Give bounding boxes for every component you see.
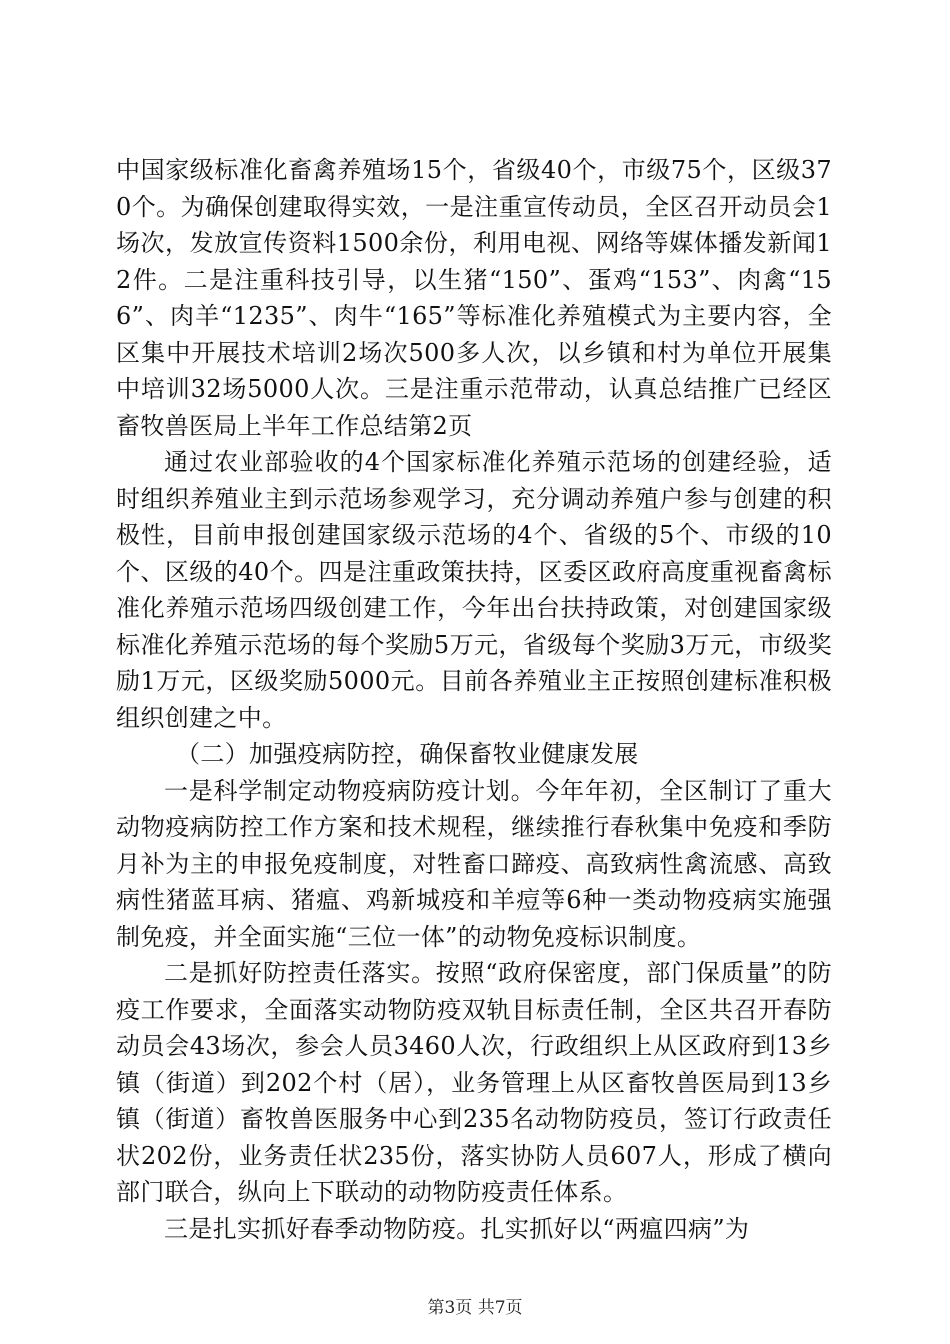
- body-paragraph-1: 中国家级标准化畜禽养殖场15个，省级40个，市级75个，区级370个。为确保创建取得实效，一是注重宣传动员，全区召开动员会1场次，发放宣传资料1500余份，利用电视、网络等媒体播发新闻12件。二是注重科技引导，以生猪“150”、蛋鸡“153”、肉禽“156”、肉羊“1235”、肉牛“165”等标准化养殖模式为主要内容，全区集中开展技术培训2场次500多人次，以乡镇和村为单位开展集中培训32场5000人次。三是注重示范带动，认真总结推广已经区畜牧兽医局上半年工作总结第2页: [116, 156, 832, 440]
- body-paragraph-4: 二是抓好防控责任落实。按照“政府保密度，部门保质量”的防疫工作要求，全面落实动物防疫双轨目标责任制，全区共召开春防动员会43场次，参会人员3460人次，行政组织上从区政府到13乡镇（街道）到202个村（居），业务管理上从区畜牧兽医局到13乡镇（街道）畜牧兽医服务中心到235名动物防疫员，签订行政责任状202份，业务责任状235份，落实协防人员607人，形成了横向部门联合，纵向上下联动的动物防疫责任体系。: [116, 959, 832, 1206]
- body-paragraph-3: 一是科学制定动物疫病防疫计划。今年年初，全区制订了重大动物疫病防控工作方案和技术规程，继续推行春秋集中免疫和季防月补为主的申报免疫制度，对牲畜口蹄疫、高致病性禽流感、高致病性猪蓝耳病、猪瘟、鸡新城疫和羊痘等6种一类动物疫病实施强制免疫，并全面实施“三位一体”的动物免疫标识制度。: [116, 776, 832, 951]
- body-paragraph-5: 三是扎实抓好春季动物防疫。扎实抓好以“两瘟四病”为: [164, 1214, 750, 1243]
- section-heading: （二）加强疫病防控，确保畜牧业健康发展: [176, 740, 639, 768]
- document-body: [116, 152, 832, 1247]
- page-footer: 第3页 共7页: [427, 1298, 523, 1318]
- body-paragraph-2: 通过农业部验收的4个国家标准化养殖示范场的创建经验，适时组织养殖业主到示范场参观学习，充分调动养殖户参与创建的积极性，目前申报创建国家级示范场的4个、省级的5个、市级的10个、区级的40个。四是注重政策扶持，区委区政府高度重视畜禽标准化养殖示范场四级创建工作，今年出台扶持政策，对创建国家级标准化养殖示范场的每个奖励5万元，省级每个奖励3万元，市级奖励1万元，区级奖励5000元。目前各养殖业主正按照创建标准积极组织创建之中。: [116, 448, 832, 732]
